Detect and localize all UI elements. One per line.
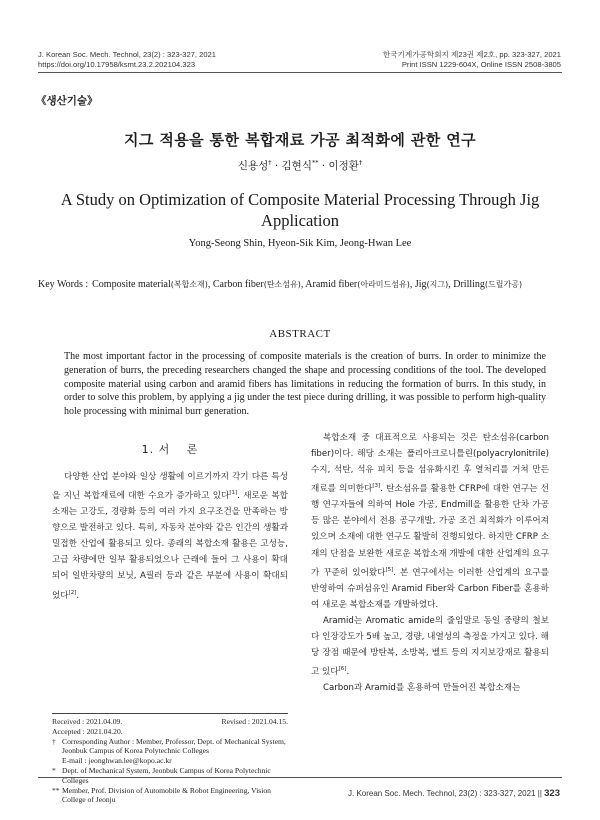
text-run: 복합소재 중 대표적으로 사용되는 것은 탄소섬유(carbon fiber)이다. 해당 소재는 폴리아크로니틀린(polyacrylonitrile)수지, 석탄, 석유 피치 등을 섬유화시킨 후 열처리를 거쳐 만든 재료를 의미한다 (311, 433, 549, 495)
keyword-3-kr: (아라미드섬유) (357, 280, 410, 289)
revised-date: Revised : 2021.04.15. (221, 717, 288, 726)
footer-separator: || (535, 789, 545, 798)
keyword-1-kr: (복합소재) (170, 280, 208, 289)
text-run: . (346, 666, 350, 677)
keyword-2: , Carbon fiber (207, 279, 264, 290)
keywords-label: Key Words : (38, 279, 89, 290)
journal-citation: J. Korean Soc. Mech. Technol, 23(2) : 323-327, 2021 (38, 50, 216, 59)
author-1-mark: † (268, 158, 272, 167)
abstract-title: ABSTRACT (269, 328, 331, 340)
footnote-mark: ** (52, 785, 60, 795)
text-run: . 탄소섬유를 활용한 CFRP에 대한 연구는 선행 연구자들에 의하여 Hole 가공, Endmill을 활용한 단차 가공 등 많은 분야에서 전용 공구개발, 가공 조건 최적화가 이루어져 있으며 소재에 대한 연구도 활발히 진행되었다. 하지만 CFRP 소재의 단점을 보완한 새로운 복합소재 개발에 대한 산업계의 요구가 꾸준히 있어왔다 (311, 484, 549, 578)
issn-line: Print ISSN 1229-604X, Online ISSN 2508-3805 (401, 60, 561, 69)
footer-rule (38, 777, 562, 778)
keywords-list (88, 278, 522, 291)
article-category: 《생산기술》 (36, 95, 98, 107)
author-2: 김현식 (281, 160, 312, 172)
footnote-mark: * (52, 765, 56, 775)
running-header-right (383, 50, 561, 70)
citation-ref[interactable]: [5] (385, 566, 394, 573)
author-3: 이정환 (328, 160, 359, 172)
footnote-text: Corresponding Author : Member, Professor, Dept. of Mechanical System, Jeonbuk Campus of Korea Polytechnic Colleges (62, 736, 286, 756)
citation-ref[interactable]: [6] (338, 666, 347, 673)
keyword-4-kr: (지그) (426, 280, 449, 289)
paragraph (311, 430, 549, 613)
footnote-affiliation-2 (52, 786, 288, 806)
accepted-date: Accepted : 2021.04.20. (52, 726, 123, 736)
footnote-text: Dept. of Mechanical System, Jeonbuk Campus of Korea Polytechnic Colleges (62, 765, 271, 785)
english-title: A Study on Optimization of Composite Material Processing Through Jig Application (60, 190, 540, 230)
keyword-3: , Aramid fiber (300, 279, 358, 290)
author-1: 신용성 (237, 160, 269, 172)
paragraph: Carbon과 Aramid를 혼용하여 만들어진 복합소재는 (323, 682, 521, 693)
footnote-corresponding (52, 737, 288, 757)
footnote-mark: † (52, 736, 56, 746)
citation-ref[interactable]: [1] (229, 490, 238, 497)
text-run: Aramid는 Aromatic amide의 줄임말로 동일 중량의 철보다 인장강도가 5배 높고, 경량, 내열성의 측정을 가지고 있다. 해당 장점 때문에 방탄복, 소방복, 벨트 등의 지지보강재로 활용되고 있다 (311, 615, 549, 677)
abstract-text: The most important factor in the processing of composite materials is the creation of burrs. In order to minimize the generation of burrs, the preceding researchers changed the shape and processing conditions of the tool. The developed composite material using carbon and aramid fibers has limitations in reducing the formation of burrs. In this study, in order to solve this problem, by applying a jig under the test piece during drilling, it was possible to perform high-quality hole processing with minimal burr generation. (64, 351, 546, 418)
keyword-4: , Jig (409, 279, 427, 290)
keywords (38, 278, 562, 291)
text-run: 다양한 산업 분야와 일상 생활에 이르기까지 각기 다른 특성을 지닌 복합재료에 대한 수요가 증가하고 있다 (52, 472, 288, 501)
keyword-5-kr: (드릴가공) (484, 280, 523, 289)
received-revised-row (52, 717, 288, 727)
paragraph (52, 469, 288, 603)
author-email[interactable]: E-mail : jeonghwan.lee@kopo.ac.kr (62, 756, 172, 766)
author-3-mark: † (358, 158, 363, 167)
footnotes (52, 717, 288, 805)
korean-title: 지그 적용을 통한 복합재료 가공 최적화에 관한 연구 (123, 131, 477, 149)
right-column-body (311, 430, 549, 696)
footnote-rule (52, 713, 288, 714)
kr-journal-citation: 한국기계가공학회지 제23권 제2호, pp. 323-327, 2021 (382, 50, 561, 59)
citation-ref[interactable]: [2] (68, 589, 77, 596)
keyword-5: , Drilling (448, 279, 485, 290)
author-sep: · (318, 160, 329, 172)
footnote-text: Member, Prof. Division of Automobile & Robot Engineering, Vision College of Jeonju (62, 785, 271, 805)
keyword-1: Composite material (92, 279, 171, 290)
text-run: . 새로운 복합소재는 고강도, 경량화 등의 여러 가지 요구조건을 만족하는 방향으로 발전하고 있다. 특히, 자동차 분야와 같은 인간의 생활과 밀접한 산업에 활용되고 있다. 종래의 복합소재 활용은 고성능, 고급 차량에만 일부 활용되었으나 근래에 들어 그 사용이 확대되어 일반차량의 보닛, A필러 등과 같은 부분에 사용이 확대되었다 (52, 490, 288, 601)
text-run: . (76, 590, 80, 601)
left-column-body (52, 469, 288, 603)
text-run: . 본 연구에서는 이러한 산업계의 요구를 반영하여 슈퍼섬유인 Aramid Fiber와 Carbon Fiber를 혼용하여 새로운 복합소재를 개발하였다. (311, 567, 549, 610)
keyword-2-kr: (탄소섬유) (263, 280, 301, 289)
page-number: 323 (544, 788, 560, 799)
section-1-title: 1. 서 론 (141, 443, 199, 456)
author-2-mark: ** (311, 158, 319, 167)
korean-authors (0, 158, 600, 173)
paragraph (311, 613, 549, 680)
page-footer (348, 788, 560, 799)
received-date: Received : 2021.04.09. (52, 717, 123, 726)
english-authors: Yong-Seong Shin, Hyeon-Sik Kim, Jeong-Hwan Lee (188, 238, 412, 249)
header-rule (38, 72, 562, 73)
author-sep: · (271, 160, 282, 172)
footnote-affiliation-1 (52, 766, 288, 786)
footer-journal: J. Korean Soc. Mech. Technol, 23(2) : 323-327, 2021 (348, 789, 536, 798)
citation-ref[interactable]: [3] (372, 483, 381, 490)
doi-link[interactable]: https://doi.org/10.17958/ksmt.23.2.202104.323 (38, 60, 196, 69)
running-header-left (38, 50, 216, 70)
